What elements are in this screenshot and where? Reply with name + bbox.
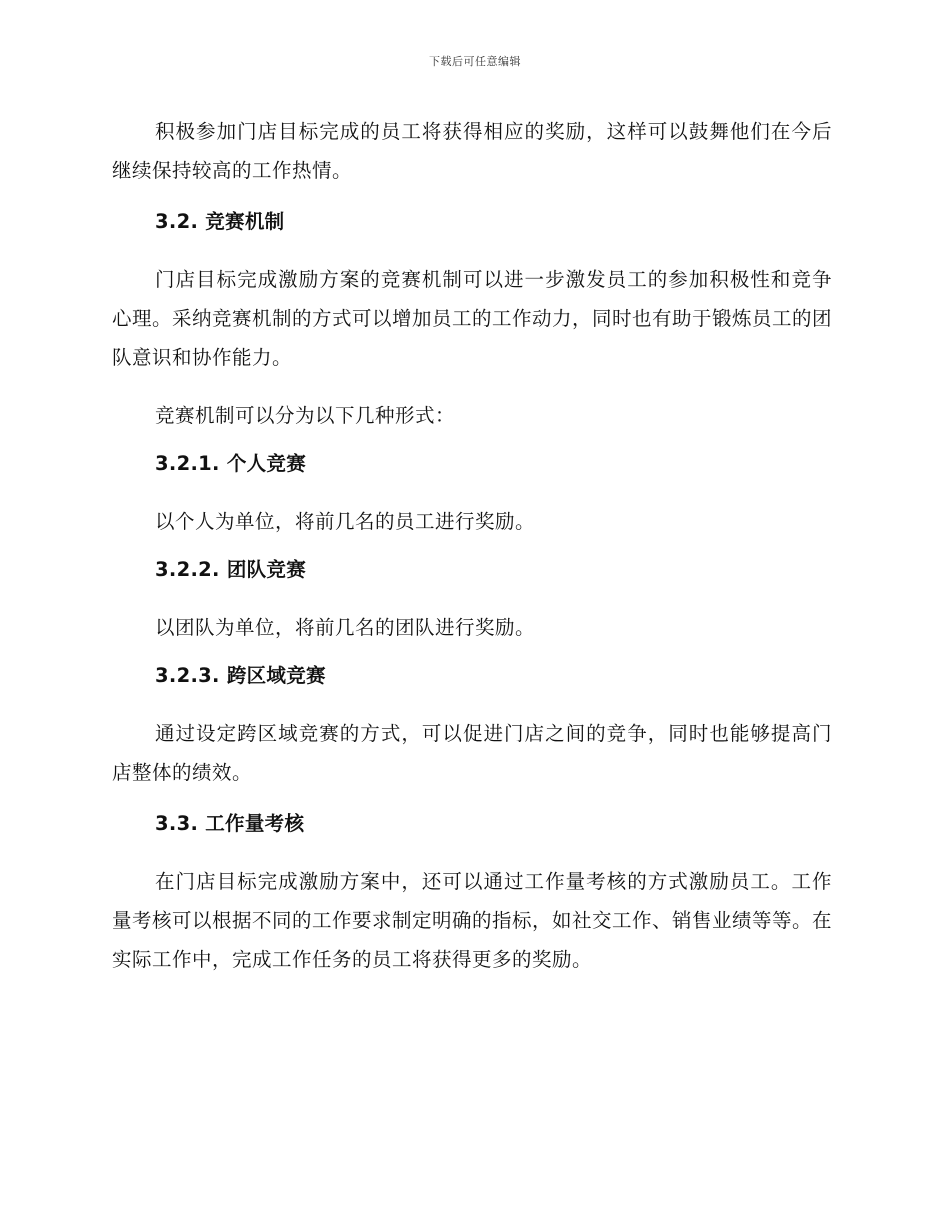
- header-note: 下载后可任意编辑: [429, 55, 521, 68]
- paragraph-cross-region-competition: 通过设定跨区域竞赛的方式，可以促进门店之间的竞争，同时也能够提高门店整体的绩效。: [112, 722, 832, 784]
- paragraph-rewards: 积极参加门店目标完成的员工将获得相应的奖励，这样可以鼓舞他们在今后继续保持较高的工作热情。: [112, 120, 832, 182]
- paragraph-competition-forms: 竞赛机制可以分为以下几种形式：: [155, 404, 456, 427]
- paragraph-workload-assessment: 在门店目标完成激励方案中，还可以通过工作量考核的方式激励员工。工作量考核可以根据不同的工作要求制定明确的指标，如社交工作、销售业绩等等。在实际工作中，完成工作任务的员工将获得更多的奖励。: [112, 870, 833, 971]
- paragraph-competition-mechanism: 门店目标完成激励方案的竞赛机制可以进一步激发员工的参加积极性和竞争心理。采纳竞赛机制的方式可以增加员工的工作动力，同时也有助于锻炼员工的团队意识和协作能力。: [112, 268, 833, 369]
- heading-3-2-1: 3.2.1. 个人竞赛: [155, 452, 307, 475]
- paragraph-team-competition: 以团队为单位，将前几名的团队进行奖励。: [155, 616, 536, 639]
- heading-3-2-2: 3.2.2. 团队竞赛: [155, 558, 307, 581]
- paragraph-individual-competition: 以个人为单位，将前几名的员工进行奖励。: [155, 510, 536, 533]
- document-body: [112, 112, 832, 979]
- heading-3-3: 3.3. 工作量考核: [155, 812, 305, 835]
- heading-3-2-3: 3.2.3. 跨区域竞赛: [155, 664, 326, 687]
- heading-3-2: 3.2. 竞赛机制: [155, 210, 285, 233]
